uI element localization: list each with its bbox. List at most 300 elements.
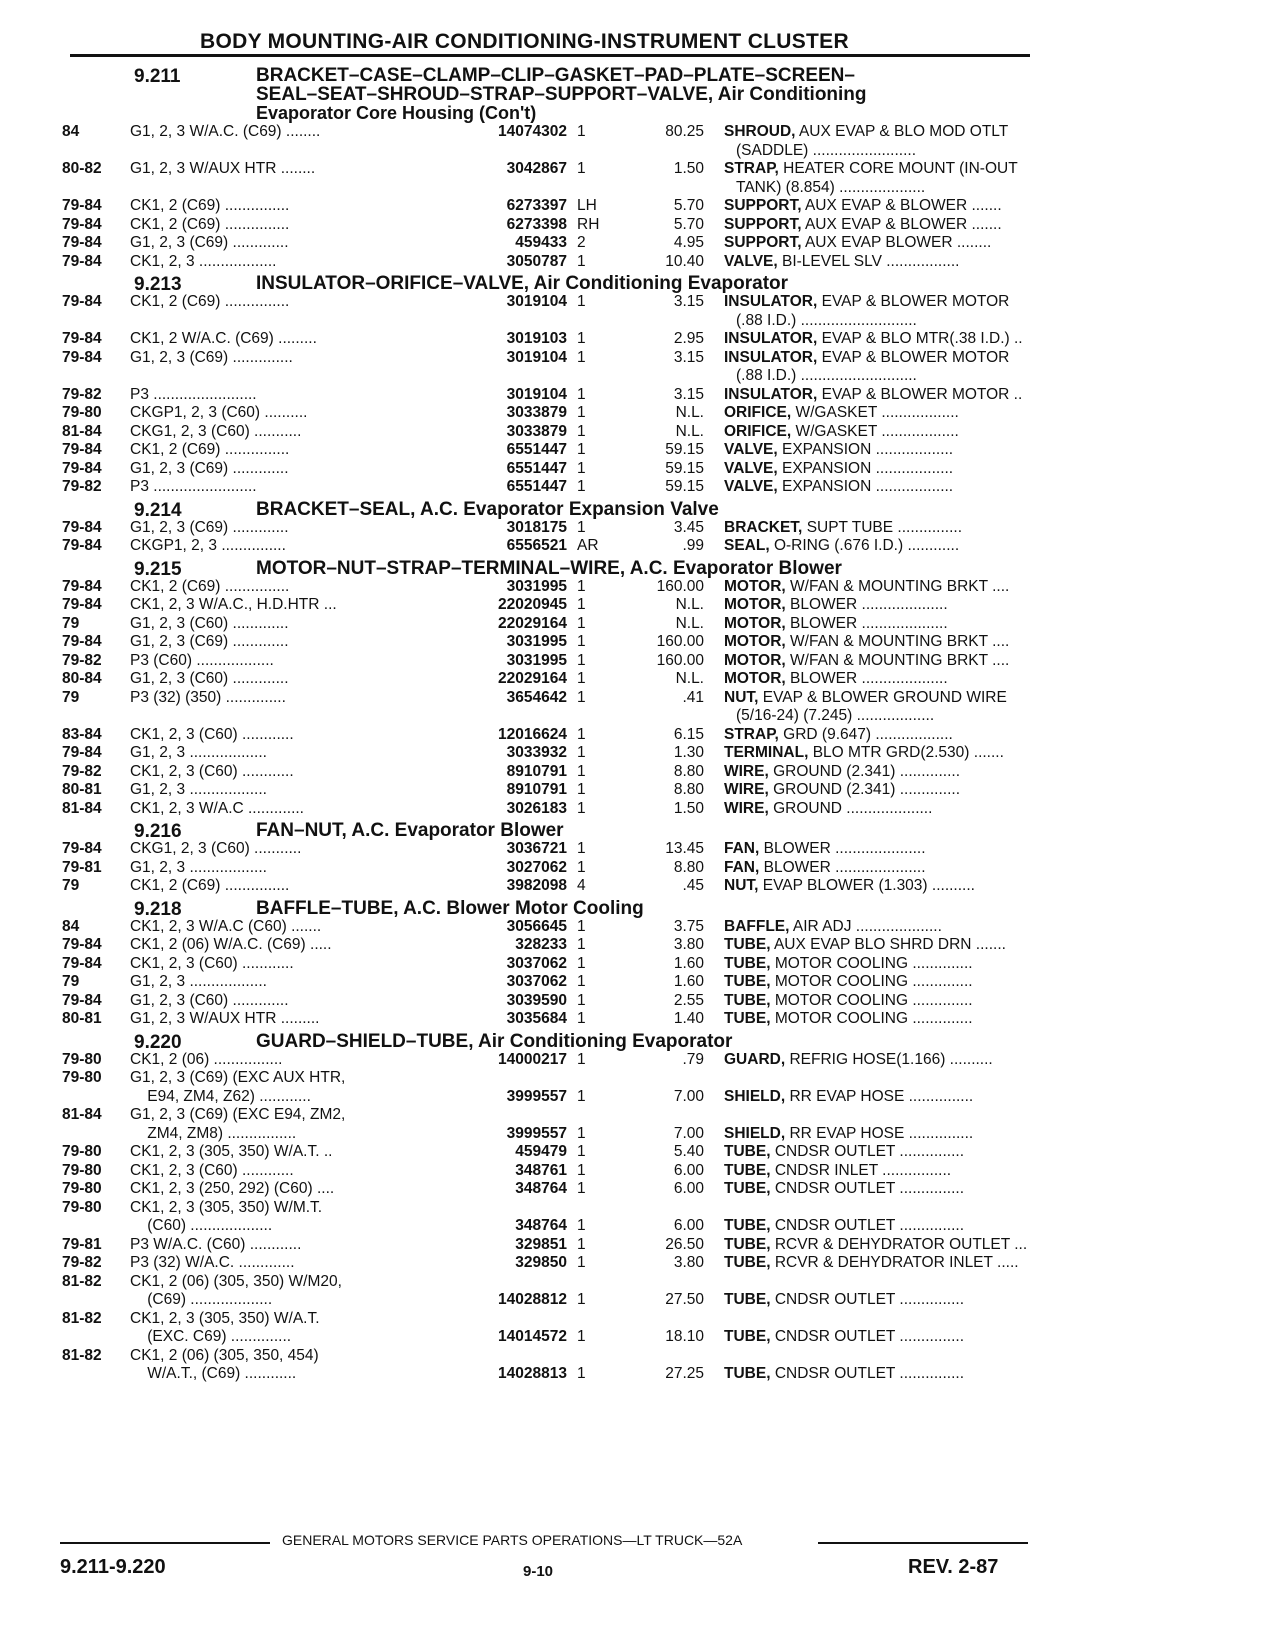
- application: G1, 2, 3 (C69) ..............: [130, 348, 293, 366]
- application: CK1, 2, 3 W/A.C .............: [130, 799, 304, 817]
- description-line: [724, 877, 1084, 896]
- part-name: VALVE,: [724, 478, 778, 495]
- description: [724, 197, 1084, 216]
- part-row: [62, 423, 1032, 442]
- part-description: CNDSR OUTLET ...............: [774, 1180, 964, 1197]
- application: G1, 2, 3 ..................: [130, 973, 267, 990]
- application: G1, 2, 3 (C69) .............: [130, 518, 289, 536]
- section-header: [62, 821, 1032, 840]
- model-years: 83-84: [62, 725, 102, 743]
- description-line: [724, 800, 1084, 819]
- part-name: TUBE,: [724, 1143, 771, 1160]
- model-years: 79-84: [62, 293, 102, 310]
- part-description: GRD (9.647) ..................: [783, 725, 953, 743]
- description-continuation: (5/16-24) (7.245) ..................: [736, 707, 935, 724]
- part-name: SHIELD,: [724, 1124, 786, 1142]
- part-row: [62, 689, 1032, 726]
- part-row: [62, 744, 1032, 763]
- part-description: BLOWER .....................: [763, 858, 926, 876]
- part-row: [62, 596, 1032, 615]
- application: CK1, 2, 3 (C60) ............: [130, 762, 294, 780]
- part-name: TUBE,: [724, 1254, 771, 1271]
- part-description: BLOWER ....................: [790, 614, 948, 632]
- description: [724, 973, 1084, 992]
- part-name: SUPPORT,: [724, 197, 802, 214]
- part-description: SUPT TUBE ...............: [806, 518, 963, 536]
- model-years: 80-81: [62, 1010, 102, 1027]
- model-years: 79-84: [62, 215, 102, 233]
- part-row: [62, 123, 1032, 160]
- application: G1, 2, 3 (C69) .............: [130, 459, 289, 477]
- part-row: [62, 1143, 1032, 1162]
- quantity: 1: [577, 478, 586, 495]
- model-years: 80-82: [62, 160, 102, 177]
- description: [724, 840, 1084, 859]
- description-line: [724, 1236, 1084, 1255]
- part-description: MOTOR COOLING ..............: [774, 1010, 973, 1027]
- section-header: [62, 1032, 1032, 1051]
- description-line: [724, 293, 1084, 312]
- section-title-line: INSULATOR–ORIFICE–VALVE, Air Conditioning Evaporator: [256, 273, 789, 294]
- description-line: [724, 633, 1084, 652]
- application: P3 ........................: [130, 478, 257, 495]
- application: P3 ........................: [130, 385, 257, 403]
- description: [724, 349, 1084, 386]
- application: CK1, 2, 3 (250, 292) (C60) ....: [130, 1180, 335, 1197]
- model-years: 79-80: [62, 1143, 102, 1160]
- price: 7.00: [673, 1087, 704, 1105]
- description: [724, 1143, 1084, 1162]
- price: 18.10: [665, 1328, 704, 1345]
- description-line: [724, 670, 1084, 689]
- part-number: 3031995: [506, 577, 567, 595]
- part-description: BI-LEVEL SLV .................: [782, 252, 960, 270]
- quantity: 1: [577, 1124, 586, 1142]
- part-number: 459479: [515, 1143, 567, 1160]
- part-name: TUBE,: [724, 936, 771, 953]
- section-title-line: SEAL–SEAT–SHROUD–STRAP–SUPPORT–VALVE, Air Conditioning: [256, 84, 867, 105]
- part-number: 3035684: [506, 1010, 567, 1027]
- part-description: W/GASKET ..................: [795, 404, 959, 421]
- description: [724, 1051, 1084, 1070]
- section-number: 9.214: [134, 499, 182, 521]
- part-description: GROUND ....................: [773, 799, 933, 817]
- application: CK1, 2 (C69) ...............: [130, 197, 290, 214]
- price: N.L.: [675, 614, 704, 632]
- part-name: TUBE,: [724, 1235, 771, 1253]
- description-line: [724, 1365, 1084, 1384]
- quantity: 1: [577, 577, 586, 595]
- quantity: 1: [577, 385, 586, 403]
- part-description: BLOWER ....................: [790, 596, 948, 613]
- part-row: [62, 1310, 1032, 1347]
- description: [724, 404, 1084, 423]
- application: G1, 2, 3 (C69) (EXC E94, ZM2, ZM4, ZM8) ................: [130, 1106, 346, 1142]
- application: CKGP1, 2, 3 (C60) ..........: [130, 404, 308, 421]
- footer-page-number: 9-10: [523, 1563, 554, 1580]
- part-number: 3042867: [506, 160, 567, 177]
- description: [724, 216, 1084, 235]
- model-years: 80-84: [62, 670, 102, 687]
- model-years: 79-80: [62, 1161, 102, 1179]
- description: [724, 1254, 1084, 1273]
- description-line: [724, 652, 1084, 671]
- part-name: FAN,: [724, 858, 760, 876]
- description: [724, 781, 1084, 800]
- part-name: SEAL,: [724, 537, 770, 554]
- application: CKGP1, 2, 3 ...............: [130, 537, 286, 554]
- description: [724, 1291, 1084, 1310]
- application: G1, 2, 3 ..................: [130, 858, 267, 876]
- description-continuation: (.88 I.D.) ...........................: [736, 311, 917, 329]
- application: CK1, 2, 3 (C60) ............: [130, 954, 294, 972]
- description: [724, 877, 1084, 896]
- quantity: 1: [577, 781, 586, 798]
- application: G1, 2, 3 ..................: [130, 781, 267, 798]
- part-name: FAN,: [724, 840, 760, 857]
- model-years: 84: [62, 917, 80, 935]
- part-row: [62, 1236, 1032, 1255]
- part-number: 6556521: [506, 537, 567, 554]
- model-years: 79-81: [62, 858, 102, 876]
- description-line: [724, 726, 1084, 745]
- description-line: [724, 423, 1084, 442]
- part-row: [62, 1273, 1032, 1310]
- part-description: REFRIG HOSE(1.166) ..........: [789, 1050, 993, 1068]
- part-row: [62, 216, 1032, 235]
- quantity: 1: [577, 1254, 586, 1271]
- part-description: AUX EVAP BLO SHRD DRN .......: [773, 936, 1006, 953]
- quantity: 1: [577, 404, 586, 421]
- description-line: [724, 973, 1084, 992]
- page-title: BODY MOUNTING-AIR CONDITIONING-INSTRUMENT CLUSTER: [200, 30, 849, 53]
- part-name: MOTOR,: [724, 651, 786, 669]
- part-number: 329850: [515, 1254, 567, 1271]
- part-number: 6551447: [506, 478, 567, 495]
- quantity: LH: [577, 197, 597, 214]
- quantity: 1: [577, 1217, 586, 1234]
- description-line: [724, 197, 1084, 216]
- model-years: 79-84: [62, 936, 102, 953]
- part-number: 3999557: [506, 1124, 567, 1142]
- part-name: GUARD,: [724, 1050, 786, 1068]
- part-row: [62, 1010, 1032, 1029]
- description: [724, 460, 1084, 479]
- section-number: 9.215: [134, 558, 182, 580]
- part-name: ORIFICE,: [724, 404, 792, 421]
- application: CK1, 2, 3 W/A.C (C60) .......: [130, 917, 322, 935]
- model-years: 79-80: [62, 1050, 102, 1068]
- part-number: 6551447: [506, 459, 567, 477]
- description-line: [724, 234, 1084, 253]
- description: [724, 1180, 1084, 1199]
- description-line: [724, 992, 1084, 1011]
- application: G1, 2, 3 ..................: [130, 744, 267, 761]
- price: 2.55: [673, 991, 704, 1009]
- application: G1, 2, 3 W/AUX HTR ........: [130, 160, 316, 177]
- quantity: 1: [577, 160, 586, 177]
- price: 6.00: [673, 1180, 704, 1197]
- application: CK1, 2 (C69) ...............: [130, 441, 290, 458]
- description: [724, 519, 1084, 538]
- price: 13.45: [665, 840, 704, 857]
- description-line: [724, 689, 1084, 708]
- part-row: [62, 1347, 1032, 1384]
- part-description: AUX EVAP BLOWER ........: [804, 234, 992, 251]
- description-line: [724, 1217, 1084, 1236]
- price: 3.80: [673, 936, 704, 953]
- part-number: 328233: [515, 936, 567, 953]
- model-years: 79-80: [62, 404, 102, 421]
- quantity: 1: [577, 123, 586, 140]
- part-name: INSULATOR,: [724, 385, 818, 403]
- price: 4.95: [673, 234, 704, 251]
- part-description: RCVR & DEHYDRATOR OUTLET ...: [774, 1235, 1028, 1253]
- part-description: BLOWER ....................: [790, 670, 948, 687]
- part-name: WIRE,: [724, 781, 769, 798]
- part-row: [62, 234, 1032, 253]
- parts-catalog: [62, 64, 1032, 1384]
- part-number: 3999557: [506, 1087, 567, 1105]
- description: [724, 253, 1084, 272]
- description: [724, 234, 1084, 253]
- section-title: [256, 899, 1032, 918]
- description: [724, 1217, 1084, 1236]
- part-name: INSULATOR,: [724, 348, 818, 366]
- part-name: SHROUD,: [724, 123, 796, 140]
- price: N.L.: [675, 404, 704, 421]
- model-years: 79-84: [62, 954, 102, 972]
- part-number: 3654642: [506, 688, 567, 706]
- application: CK1, 2, 3 (305, 350) W/M.T. (C60) ...................: [130, 1198, 323, 1234]
- part-name: TUBE,: [724, 1328, 771, 1345]
- description: [724, 1328, 1084, 1347]
- model-years: 81-82: [62, 1346, 102, 1364]
- part-name: WIRE,: [724, 799, 769, 817]
- application: CK1, 2 W/A.C. (C69) .........: [130, 330, 317, 347]
- part-row: [62, 652, 1032, 671]
- part-row: [62, 1069, 1032, 1106]
- description-line: [724, 216, 1084, 235]
- part-description: CNDSR OUTLET ...............: [774, 1217, 964, 1234]
- part-name: VALVE,: [724, 459, 778, 477]
- price: 1.50: [673, 160, 704, 177]
- price: 3.15: [673, 348, 704, 366]
- quantity: 1: [577, 293, 586, 310]
- application: G1, 2, 3 (C69) (EXC AUX HTR, E94, ZM4, Z62) ............: [130, 1069, 346, 1105]
- quantity: 1: [577, 614, 586, 632]
- price: 6.15: [673, 725, 704, 743]
- model-years: 79-84: [62, 330, 102, 347]
- model-years: 81-84: [62, 422, 102, 440]
- quantity: 1: [577, 422, 586, 440]
- quantity: 1: [577, 252, 586, 270]
- footer-section-range: 9.211-9.220: [60, 1556, 166, 1578]
- part-number: 3033932: [506, 744, 567, 761]
- model-years: 79-84: [62, 991, 102, 1009]
- description-line: [724, 123, 1084, 142]
- part-name: BAFFLE,: [724, 917, 790, 935]
- description: [724, 1010, 1084, 1029]
- price: 5.70: [673, 215, 704, 233]
- part-description: AIR ADJ ....................: [792, 917, 942, 935]
- application: CK1, 2 (C69) ...............: [130, 877, 290, 894]
- price: 8.80: [673, 762, 704, 780]
- quantity: 1: [577, 1365, 586, 1382]
- price: 26.50: [665, 1235, 704, 1253]
- description: [724, 123, 1084, 160]
- description: [724, 726, 1084, 745]
- part-row: [62, 859, 1032, 878]
- description: [724, 160, 1084, 197]
- price: 3.75: [673, 917, 704, 935]
- quantity: 1: [577, 651, 586, 669]
- part-number: 14014572: [498, 1328, 567, 1345]
- part-number: 6273398: [506, 215, 567, 233]
- part-name: VALVE,: [724, 441, 778, 458]
- model-years: 79-84: [62, 348, 102, 366]
- description-line: [724, 1125, 1084, 1144]
- section-number: 9.218: [134, 898, 182, 920]
- part-description: EXPANSION ..................: [782, 441, 954, 458]
- description-line: [724, 578, 1084, 597]
- description-line: [724, 596, 1084, 615]
- model-years: 81-82: [62, 1309, 102, 1327]
- section-title-line: GUARD–SHIELD–TUBE, Air Conditioning Evaporator: [256, 1030, 733, 1052]
- description: [724, 800, 1084, 819]
- description: [724, 763, 1084, 782]
- model-years: 79-82: [62, 478, 102, 495]
- part-name: TUBE,: [724, 1217, 771, 1234]
- application: P3 (32) (350) ..............: [130, 688, 286, 706]
- application: CK1, 2, 3 ..................: [130, 252, 277, 270]
- quantity: 1: [577, 973, 586, 990]
- description: [724, 1125, 1084, 1144]
- part-description: MOTOR COOLING ..............: [774, 991, 973, 1009]
- price: 1.60: [673, 954, 704, 972]
- description-line: [724, 781, 1084, 800]
- part-number: 3019104: [506, 293, 567, 310]
- part-number: 348764: [515, 1180, 567, 1197]
- price: 10.40: [665, 252, 704, 270]
- description: [724, 386, 1084, 405]
- description: [724, 537, 1084, 556]
- description-line: [724, 744, 1084, 763]
- quantity: 1: [577, 1180, 586, 1197]
- quantity: 1: [577, 725, 586, 743]
- description: [724, 478, 1084, 497]
- quantity: AR: [577, 537, 599, 554]
- price: 5.40: [673, 1143, 704, 1160]
- part-number: 3031995: [506, 633, 567, 650]
- part-row: [62, 1180, 1032, 1199]
- price: 59.15: [665, 478, 704, 495]
- model-years: 79-84: [62, 459, 102, 477]
- application: P3 (32) W/A.C. .............: [130, 1254, 295, 1271]
- price: .41: [682, 688, 704, 706]
- part-row: [62, 955, 1032, 974]
- application: G1, 2, 3 W/AUX HTR .........: [130, 1010, 320, 1027]
- part-description: EVAP BLOWER (1.303) ..........: [762, 877, 975, 894]
- part-row: [62, 918, 1032, 937]
- part-number: 22029164: [498, 614, 567, 632]
- application: G1, 2, 3 (C60) .............: [130, 614, 289, 632]
- part-description: EVAP & BLOWER GROUND WIRE: [762, 688, 1007, 706]
- model-years: 79-84: [62, 596, 102, 613]
- price: 7.00: [673, 1124, 704, 1142]
- section-title-line: FAN–NUT, A.C. Evaporator Blower: [256, 820, 564, 841]
- part-description: GROUND (2.341) ..............: [773, 781, 960, 798]
- price: 8.80: [673, 858, 704, 876]
- part-description: AUX EVAP & BLO MOD OTLT: [798, 123, 1009, 140]
- description-line: [724, 330, 1084, 349]
- quantity: 1: [577, 1010, 586, 1027]
- model-years: 79: [62, 614, 80, 632]
- part-name: MOTOR,: [724, 633, 786, 650]
- section-title: [256, 274, 1032, 293]
- model-years: 81-82: [62, 1272, 102, 1290]
- part-name: NUT,: [724, 688, 759, 706]
- section-header: [62, 500, 1032, 519]
- quantity: 1: [577, 518, 586, 536]
- model-years: 79-80: [62, 1198, 102, 1216]
- footer-publisher: GENERAL MOTORS SERVICE PARTS OPERATIONS—LT TRUCK—52A: [282, 1532, 743, 1548]
- quantity: 1: [577, 459, 586, 477]
- section-header: [62, 66, 1032, 123]
- part-row: [62, 404, 1032, 423]
- part-number: 3039590: [506, 991, 567, 1009]
- price: 160.00: [656, 651, 704, 669]
- part-number: 3037062: [506, 973, 567, 990]
- part-number: 6273397: [506, 197, 567, 214]
- price: 8.80: [673, 781, 704, 798]
- part-row: [62, 877, 1032, 896]
- quantity: 1: [577, 688, 586, 706]
- description: [724, 1088, 1084, 1107]
- part-description: W/FAN & MOUNTING BRKT ....: [790, 633, 1010, 650]
- part-number: 14000217: [498, 1050, 567, 1068]
- price: 1.60: [673, 973, 704, 990]
- quantity: 1: [577, 991, 586, 1009]
- section-title: [256, 559, 1032, 578]
- part-description: RR EVAP HOSE ...............: [789, 1124, 974, 1142]
- part-number: 14028812: [498, 1291, 567, 1308]
- section-header: [62, 274, 1032, 293]
- description-line: [724, 1010, 1084, 1029]
- footer-rule-right: [818, 1542, 1028, 1544]
- part-row: [62, 519, 1032, 538]
- part-row: [62, 537, 1032, 556]
- application: CK1, 2 (06) ................: [130, 1050, 283, 1068]
- section-number: 9.211: [134, 66, 181, 87]
- description-line: [724, 1180, 1084, 1199]
- section-title-line: MOTOR–NUT–STRAP–TERMINAL–WIRE, A.C. Evaporator Blower: [256, 557, 842, 579]
- part-row: [62, 478, 1032, 497]
- description-line: [724, 386, 1084, 405]
- price: 3.80: [673, 1254, 704, 1271]
- description-line: [724, 519, 1084, 538]
- part-row: [62, 1051, 1032, 1070]
- part-number: 14028813: [498, 1365, 567, 1382]
- quantity: 1: [577, 799, 586, 817]
- model-years: 79-82: [62, 1254, 102, 1271]
- part-row: [62, 633, 1032, 652]
- quantity: 1: [577, 1291, 586, 1308]
- quantity: 1: [577, 441, 586, 458]
- quantity: 1: [577, 1087, 586, 1105]
- part-row: [62, 936, 1032, 955]
- part-row: [62, 973, 1032, 992]
